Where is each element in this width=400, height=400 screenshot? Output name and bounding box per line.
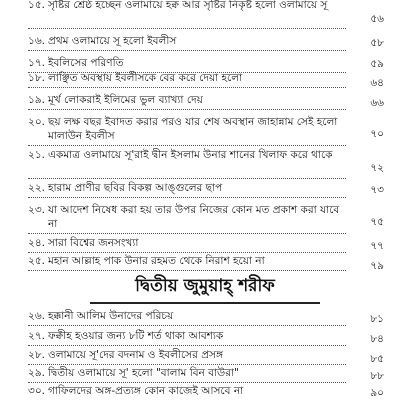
toc-entry: [28, 148, 346, 179]
entry-title: লাঞ্ছিত অবস্থায় ইবলীসকে বের করে দেয়া হলো: [47, 72, 243, 84]
entry-title: হারাম প্রাণীর ছবির বিকল্প আঙ্গুলের ছাপ: [48, 182, 223, 194]
toc-entry: [28, 236, 346, 253]
entry-number: ২৭.: [28, 330, 45, 342]
toc-entry: [28, 34, 346, 51]
toc-entry: [28, 181, 346, 198]
toc-entry: [28, 384, 346, 400]
entry-page-number: ৮১: [370, 313, 384, 325]
entry-number: ২৪.: [28, 237, 45, 249]
entry-number: ২৬.: [28, 310, 45, 322]
entry-title: মহান আল্লাহ পাক উনার রহমত থেকে নিরাশ হয়ো না: [47, 255, 265, 267]
entry-page-number: ৭২: [370, 162, 384, 174]
entry-title: সৃষ্টির শ্রেষ্ঠ হচ্ছেন ওলামায়ে হক্ব আর সৃষ্টির নিকৃষ্ট হলো ওলামায়ে সূ: [47, 0, 328, 11]
entry-number: ১৫.: [28, 0, 45, 11]
entry-number: ২৩.: [28, 204, 45, 216]
entry-number: ২৫.: [28, 255, 45, 267]
entry-number: ২১.: [28, 149, 45, 161]
entry-page-number: ৭৯: [370, 260, 384, 272]
entry-title: ইবলিসের পরিণতি: [47, 57, 124, 69]
toc-entry: [28, 93, 346, 110]
entry-page-number: ৬৪: [370, 77, 384, 89]
entry-number: ১৮.: [28, 72, 45, 84]
entry-page-number: ৮৮: [370, 370, 384, 382]
entry-number: ২০.: [28, 116, 45, 128]
entry-title: প্রথম ওলামায়ে সূ হলো ইবলীস: [47, 35, 177, 47]
entry-title: ফক্বীহ হওয়ার জন্য ৮টি শর্ত থাকা আবশ্যক: [48, 330, 224, 342]
entry-title: হক্কানী আলিম উনাদের পরিচয়: [48, 310, 174, 322]
entry-title: ওলামায়ে সূ'দের বদনাম ও ইবলীসের প্রসঙ্গ: [47, 349, 223, 361]
entry-number: ১৯.: [28, 94, 45, 106]
entry-page-number: ৭৫: [370, 216, 384, 228]
toc-entry: [28, 348, 346, 365]
entry-page-number: ৫৯: [370, 58, 384, 70]
entry-page-number: ৯০: [370, 387, 384, 399]
entry-page-number: ৮৫: [370, 353, 384, 365]
toc-entry: [28, 115, 346, 146]
entry-title: একমাত্র ওলামায়ে সূ'রাই দ্বীন ইসলাম উনার শানের খিলাফ করে থাকে: [47, 149, 333, 161]
toc-entry: [28, 366, 346, 383]
entry-page-number: ৬৬: [370, 97, 384, 109]
entry-number: ২২.: [28, 182, 45, 194]
toc-entry: [28, 71, 346, 88]
entry-page-number: ৫৮: [370, 37, 384, 49]
toc-entry: [28, 309, 346, 326]
section-heading: দ্বিতীয় জুমুয়াহ্ শরীফ: [80, 272, 330, 300]
entry-number: ২৯.: [28, 367, 45, 379]
entry-page-number: ৭৭: [370, 240, 384, 252]
entry-title: সারা বিশ্বের জনসংখ্যা: [47, 237, 139, 249]
entry-title: দ্বিতীয় ওলামায়ে সূ' হলো "বালাম বিন বাউরা": [47, 367, 239, 379]
entry-title: যা আদেশ নিষেধ করা হয় তার উপর নিজের কোন মত প্রকাশ করা যাবে না: [48, 204, 340, 230]
entry-number: ১৬.: [28, 35, 45, 47]
entry-number: ১৭.: [28, 57, 45, 69]
entry-page-number: ৭৩: [370, 184, 384, 196]
toc-entry: [28, 329, 346, 346]
entry-number: ৩০.: [28, 385, 45, 397]
entry-page-number: ৮৪: [370, 333, 384, 345]
entry-title: গাফিলদের অঙ্গ-প্রত্যঙ্গ কোন কাজেই আসবে না: [48, 385, 244, 397]
entry-page-number: ৫৬: [370, 13, 384, 25]
entry-title: ছয় লক্ষ বছর ইবাদত করার পরও যার শেষ অবস্থান জাহান্নাম সেই হলো মালাউন ইবলীস: [48, 116, 338, 142]
toc-entry: [28, 254, 346, 271]
entry-title: মূর্খ লোকরাই ইলিমের ভুল ব্যাখ্যা দেয়: [47, 94, 203, 106]
toc-entry: [28, 0, 346, 29]
toc-entry: [28, 203, 346, 234]
entry-number: ২৮.: [28, 349, 45, 361]
entry-page-number: ৭০: [370, 128, 384, 140]
